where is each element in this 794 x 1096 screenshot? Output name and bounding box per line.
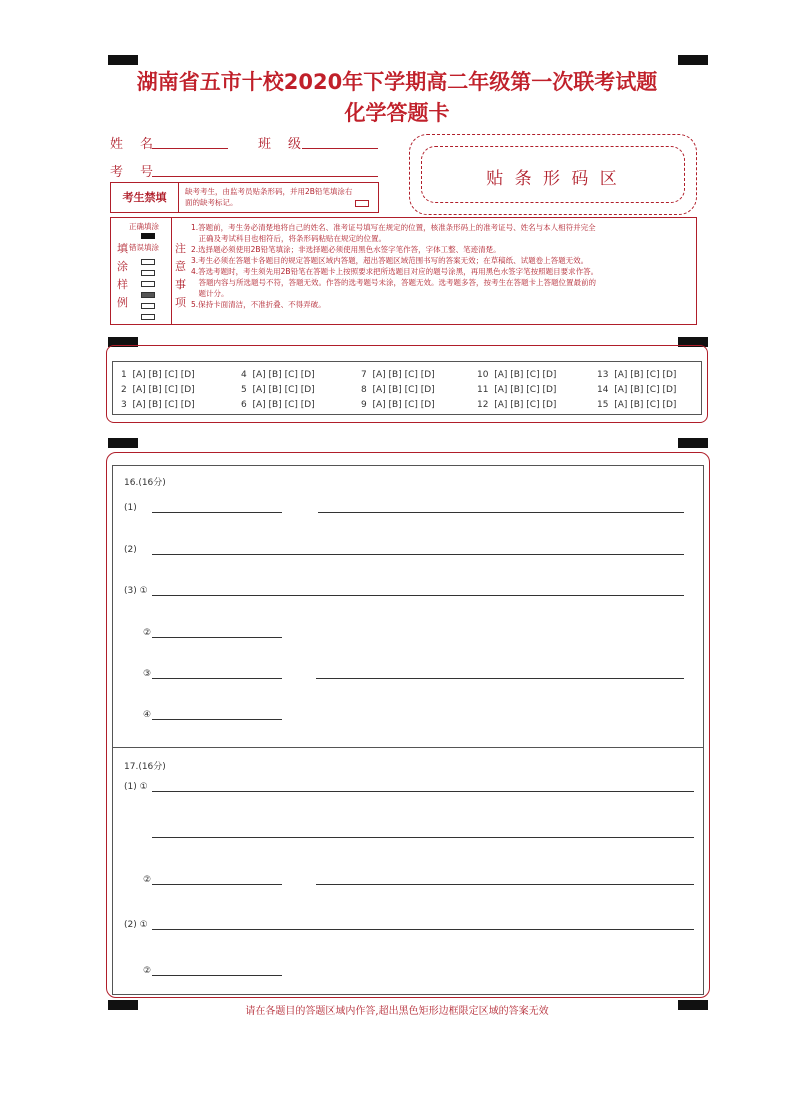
choice-item[interactable] — [597, 370, 676, 380]
q17-part1-blank-1a[interactable] — [152, 791, 694, 792]
choice-number: 10 — [477, 370, 489, 380]
choice-item[interactable] — [241, 370, 315, 380]
choice-options: [A] [B] [C] [D] — [614, 400, 677, 410]
choice-item[interactable] — [121, 370, 195, 380]
barcode-area — [421, 146, 685, 203]
class-field[interactable] — [302, 148, 378, 149]
absent-text-2: 面的缺考标记。 — [185, 198, 238, 207]
footer-note: 请在各题目的答题区域内作答,超出黑色矩形边框限定区域的答案无效 — [245, 1006, 549, 1017]
choice-options: [A] [B] [C] [D] — [494, 385, 557, 395]
q16-part2-label: (2) — [124, 545, 137, 555]
choice-item[interactable] — [241, 400, 315, 410]
choice-number: 1 — [121, 370, 127, 380]
note-line: 2.选择题必须使用2B铅笔填涂；非选择题必须使用黑色水签字笔作答，字体工整、笔迹清楚。 — [191, 245, 501, 254]
fill-side-2: 涂 — [117, 260, 128, 273]
wrong-sample-4 — [141, 292, 155, 298]
choice-number: 15 — [597, 400, 609, 410]
notes-side-4: 项 — [175, 296, 186, 309]
q16-part3-blank-2[interactable] — [152, 637, 282, 638]
q17-part1-blank-2b[interactable] — [316, 884, 694, 885]
choice-item[interactable] — [477, 385, 556, 395]
q17-part2-blank-2[interactable] — [152, 975, 282, 976]
q17-header: 17.(16分) — [124, 762, 166, 772]
choice-options: [A] [B] [C] [D] — [614, 370, 677, 380]
notes-box — [110, 217, 697, 325]
wrong-fill-label: 错误填涂 — [129, 243, 159, 252]
choice-item[interactable] — [121, 400, 195, 410]
barcode-label: 贴 条 形 码 区 — [486, 169, 620, 189]
choice-item[interactable] — [477, 370, 556, 380]
id-label: 考 号 — [110, 165, 156, 180]
note-line: 正确及考试科目也相符后，将条形码粘贴在规定的位置。 — [191, 234, 386, 243]
absent-label: 考生禁填 — [111, 183, 179, 212]
question-divider — [112, 747, 704, 748]
choice-options: [A] [B] [C] [D] — [494, 370, 557, 380]
choice-item[interactable] — [361, 400, 435, 410]
name-field[interactable] — [152, 148, 228, 149]
note-line: 3.考生必须在答题卡各题目的规定答题区域内答题，超出答题区域范围书写的答案无效；在草稿纸、试题卷上答题无效。 — [191, 256, 589, 265]
choice-number: 8 — [361, 385, 367, 395]
note-line: 5.保持卡面清洁，不准折叠、不得弄破。 — [191, 300, 326, 309]
registration-mark — [678, 55, 708, 65]
notes-side-2: 意 — [175, 260, 186, 273]
choice-options: [A] [B] [C] [D] — [372, 385, 435, 395]
q17-part2-label: (2) ① — [124, 920, 148, 930]
correct-fill-label: 正确填涂 — [129, 222, 159, 231]
choice-number: 7 — [361, 370, 367, 380]
notes-side-1: 注 — [175, 242, 186, 255]
choice-options: [A] [B] [C] [D] — [132, 370, 195, 380]
q16-part1-label: (1) — [124, 503, 137, 513]
note-line: 题计分。 — [191, 289, 229, 298]
answer-inner — [112, 465, 704, 995]
choice-number: 13 — [597, 370, 609, 380]
choice-number: 14 — [597, 385, 609, 395]
choice-options: [A] [B] [C] [D] — [132, 385, 195, 395]
notes-text — [191, 222, 598, 310]
correct-fill-sample — [141, 233, 155, 239]
choice-options: [A] [B] [C] [D] — [252, 385, 315, 395]
q16-part1-blank-a[interactable] — [152, 512, 282, 513]
page-title: 湖南省五市十校2020年下学期高二年级第一次联考试题 — [136, 70, 658, 94]
choice-options: [A] [B] [C] [D] — [252, 400, 315, 410]
q17-sub2-label: ② — [143, 875, 152, 885]
id-field[interactable] — [152, 176, 378, 177]
fill-side-4: 例 — [117, 296, 128, 309]
choice-number: 6 — [241, 400, 247, 410]
q16-header: 16.(16分) — [124, 478, 166, 488]
q17-part1-blank-2a[interactable] — [152, 884, 282, 885]
q16-part3-label: (3) ① — [124, 586, 148, 596]
absent-text: 缺考考生，由监考员贴条形码，并用2B铅笔填涂右 — [185, 187, 353, 196]
q17-part2-blank-1[interactable] — [152, 929, 694, 930]
choice-item[interactable] — [241, 385, 315, 395]
choice-grid — [112, 361, 702, 415]
absent-mark-box[interactable] — [355, 200, 369, 207]
choice-number: 11 — [477, 385, 489, 395]
choice-number: 3 — [121, 400, 127, 410]
q17-part1-blank-1b[interactable] — [152, 837, 694, 838]
registration-mark — [108, 438, 138, 448]
wrong-sample-5 — [141, 303, 155, 309]
q16-sub3-label: ③ — [143, 669, 152, 679]
absent-box — [110, 182, 379, 213]
q16-sub2-label: ② — [143, 628, 152, 638]
choice-number: 2 — [121, 385, 127, 395]
choice-options: [A] [B] [C] [D] — [132, 400, 195, 410]
note-line: 答题内容与所选题号不符，答题无效。作答的选考题号未涂，答题无效。选考题多答，按考生在答题卡上答题位置最前的 — [191, 278, 596, 287]
q16-part1-blank-b[interactable] — [318, 512, 684, 513]
q17-part1-label: (1) ① — [124, 782, 148, 792]
wrong-sample-6 — [141, 314, 155, 320]
choice-options: [A] [B] [C] [D] — [494, 400, 557, 410]
q16-part2-blank[interactable] — [152, 554, 684, 555]
choice-options: [A] [B] [C] [D] — [614, 385, 677, 395]
class-label: 班 级 — [258, 137, 304, 152]
note-line: 4.答选考题时，考生须先用2B铅笔在答题卡上按照要求把所选题目对应的题号涂黑，再用黑色水签字笔按照题目要求作答。 — [191, 267, 599, 276]
q17-part2-sub2-label: ② — [143, 966, 152, 976]
wrong-sample-3 — [141, 281, 155, 287]
wrong-sample-1 — [141, 259, 155, 265]
choice-number: 5 — [241, 385, 247, 395]
choice-options: [A] [B] [C] [D] — [372, 370, 435, 380]
wrong-sample-2 — [141, 270, 155, 276]
choice-item[interactable] — [361, 385, 435, 395]
choice-item[interactable] — [597, 400, 676, 410]
q16-part3-blank-3a[interactable] — [152, 678, 282, 679]
choice-options: [A] [B] [C] [D] — [372, 400, 435, 410]
fill-side-1: 填 — [117, 242, 128, 255]
choice-item[interactable] — [121, 385, 195, 395]
choice-item[interactable] — [597, 385, 676, 395]
choice-options: [A] [B] [C] [D] — [252, 370, 315, 380]
choice-number: 4 — [241, 370, 247, 380]
name-label: 姓 名 — [110, 137, 156, 152]
fill-side-3: 样 — [117, 278, 128, 291]
q16-part3-blank-1[interactable] — [152, 595, 684, 596]
registration-mark — [678, 438, 708, 448]
q16-part3-blank-4[interactable] — [152, 719, 282, 720]
page-subtitle: 化学答题卡 — [344, 101, 450, 125]
registration-mark — [108, 55, 138, 65]
q16-part3-blank-3b[interactable] — [316, 678, 684, 679]
choice-item[interactable] — [477, 400, 556, 410]
notes-side-3: 事 — [175, 278, 186, 291]
q16-sub4-label: ④ — [143, 710, 152, 720]
note-line: 1.答题前，考生务必清楚地将自己的姓名、准考证号填写在规定的位置，核准条形码上的准考证号、姓名与本人相符并完全 — [191, 223, 596, 232]
fill-sample-panel — [111, 218, 172, 324]
choice-item[interactable] — [361, 370, 435, 380]
choice-number: 9 — [361, 400, 367, 410]
choice-number: 12 — [477, 400, 489, 410]
